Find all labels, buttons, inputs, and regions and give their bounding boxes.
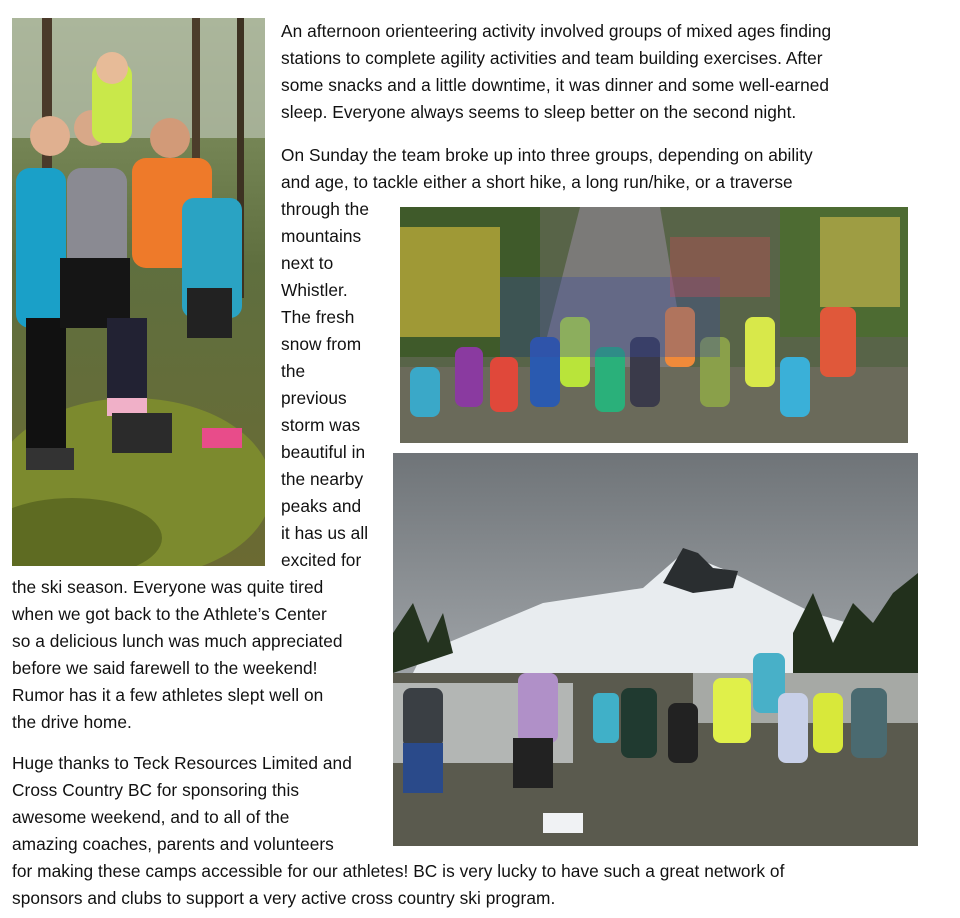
text-line: the nearby xyxy=(281,469,364,489)
text-line: Rumor has it a few athletes slept well on xyxy=(12,685,324,705)
text-line: awesome weekend, and to all of the xyxy=(12,807,290,827)
text-line: excited for xyxy=(281,550,362,570)
text-line: The fresh xyxy=(281,307,355,327)
photo-group-trail xyxy=(400,207,908,443)
text-line: snow from xyxy=(281,334,362,354)
text-line: previous xyxy=(281,388,347,408)
photo-group-hug xyxy=(12,18,265,566)
text-line: so a delicious lunch was much appreciated xyxy=(12,631,343,651)
text-line: the ski season. Everyone was quite tired xyxy=(12,577,324,597)
paragraph-sunday-end xyxy=(12,574,343,736)
paragraph-orienteering xyxy=(281,18,831,126)
text-line: stations to complete agility activities and team building exercises. After xyxy=(281,48,823,68)
text-line: it has us all xyxy=(281,523,369,543)
text-line: Cross Country BC for sponsoring this xyxy=(12,780,300,800)
paragraph-thanks xyxy=(12,750,784,912)
text-line: peaks and xyxy=(281,496,362,516)
text-line: some snacks and a little downtime, it was dinner and some well-earned xyxy=(281,75,830,95)
text-line: Huge thanks to Teck Resources Limited and xyxy=(12,753,352,773)
text-line: the drive home. xyxy=(12,712,132,732)
text-line: before we said farewell to the weekend! xyxy=(12,658,318,678)
text-line: storm was xyxy=(281,415,361,435)
text-line: amazing coaches, parents and volunteers xyxy=(12,834,334,854)
paragraph-sunday-intro xyxy=(281,142,813,196)
text-line: On Sunday the team broke up into three groups, depending on ability xyxy=(281,145,813,165)
text-line: when we got back to the Athlete’s Center xyxy=(12,604,327,624)
text-line: sponsors and clubs to support a very active cross country ski program. xyxy=(12,888,556,908)
text-line: through the xyxy=(281,199,369,219)
text-line: sleep. Everyone always seems to sleep better on the second night. xyxy=(281,102,797,122)
text-line: beautiful in xyxy=(281,442,366,462)
text-line: and age, to tackle either a short hike, a long run/hike, or a traverse xyxy=(281,172,793,192)
text-line: An afternoon orienteering activity involved groups of mixed ages finding xyxy=(281,21,832,41)
text-line: the xyxy=(281,361,306,381)
text-line: mountains xyxy=(281,226,362,246)
text-line: next to xyxy=(281,253,334,273)
paragraph-sunday-column xyxy=(281,196,369,574)
text-line: for making these camps accessible for our athletes! BC is very lucky to have such a great network of xyxy=(12,861,785,881)
text-line: Whistler. xyxy=(281,280,348,300)
